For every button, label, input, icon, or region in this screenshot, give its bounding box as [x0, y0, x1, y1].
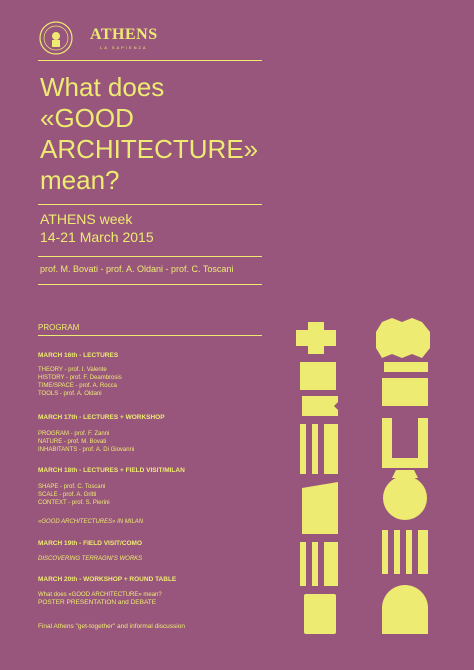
- day5-line-1: What does «GOOD ARCHITECTURE» mean?: [38, 592, 162, 598]
- logo-subtitle: LA SAPIENZA: [100, 45, 148, 50]
- day1-line-2: HISTORY - prof. F. Deambrosis: [38, 375, 122, 381]
- architectural-shapes-icon: [296, 318, 446, 638]
- divider-event: [38, 256, 262, 257]
- day2-line-3: INHABITANTS - prof. A. Di Giovanni: [38, 447, 135, 453]
- divider-title: [38, 204, 262, 205]
- university-seal-icon: [38, 20, 74, 56]
- day3-heading: MARCH 18th - LECTURES + FIELD VISIT/MILAN: [38, 467, 185, 474]
- title-line-4: mean?: [40, 165, 120, 195]
- day5-heading: MARCH 20th - WORKSHOP + ROUND TABLE: [38, 576, 177, 583]
- day3-line-1: SHAPE - prof. C. Toscani: [38, 484, 106, 490]
- program-heading: PROGRAM: [38, 323, 80, 332]
- event-dates: 14-21 March 2015: [40, 229, 154, 245]
- day5-line-2: POSTER PRESENTATION and DEBATE: [38, 599, 157, 606]
- day4-line-1: DISCOVERING TERRAGNI'S WORKS: [38, 556, 143, 562]
- title-line-3: ARCHITECTURE»: [40, 134, 259, 164]
- day3-line-3: CONTEXT - prof. S. Pierini: [38, 500, 110, 506]
- day2-heading: MARCH 17th - LECTURES + WORKSHOP: [38, 414, 165, 421]
- closing-line: Final Athens "get-together" and informal discussion: [38, 623, 185, 630]
- day4-heading: MARCH 19th - FIELD VISIT/COMO: [38, 540, 142, 547]
- divider-professors: [38, 284, 262, 285]
- day1-heading: MARCH 16th - LECTURES: [38, 352, 119, 359]
- page-title: [40, 72, 280, 196]
- title-line-1: What does: [40, 72, 165, 102]
- day1-line-3: TIME/SPACE - prof. A. Rocca: [38, 383, 117, 389]
- day1-line-1: THEORY - prof. I. Valente: [38, 367, 107, 373]
- title-line-2: «GOOD: [40, 103, 134, 133]
- logo-name: ATHENS: [90, 26, 158, 43]
- day3-line-4: «GOOD ARCHITECTURES» IN MILAN: [38, 519, 144, 525]
- day2-line-2: NATURE - prof. M. Bovati: [38, 439, 107, 445]
- event-info: [40, 210, 154, 246]
- day1-line-4: TOOLS - prof. A. Oldani: [38, 391, 102, 397]
- professors: prof. M. Bovati - prof. A. Oldani - prof. C. Toscani: [40, 264, 234, 274]
- day2-line-1: PROGRAM - prof. F. Zanni: [38, 431, 110, 437]
- event-name: ATHENS week: [40, 211, 133, 227]
- divider-program: [38, 335, 262, 336]
- divider-top: [38, 60, 262, 61]
- day3-line-2: SCALE - prof. A. Gritti: [38, 492, 97, 498]
